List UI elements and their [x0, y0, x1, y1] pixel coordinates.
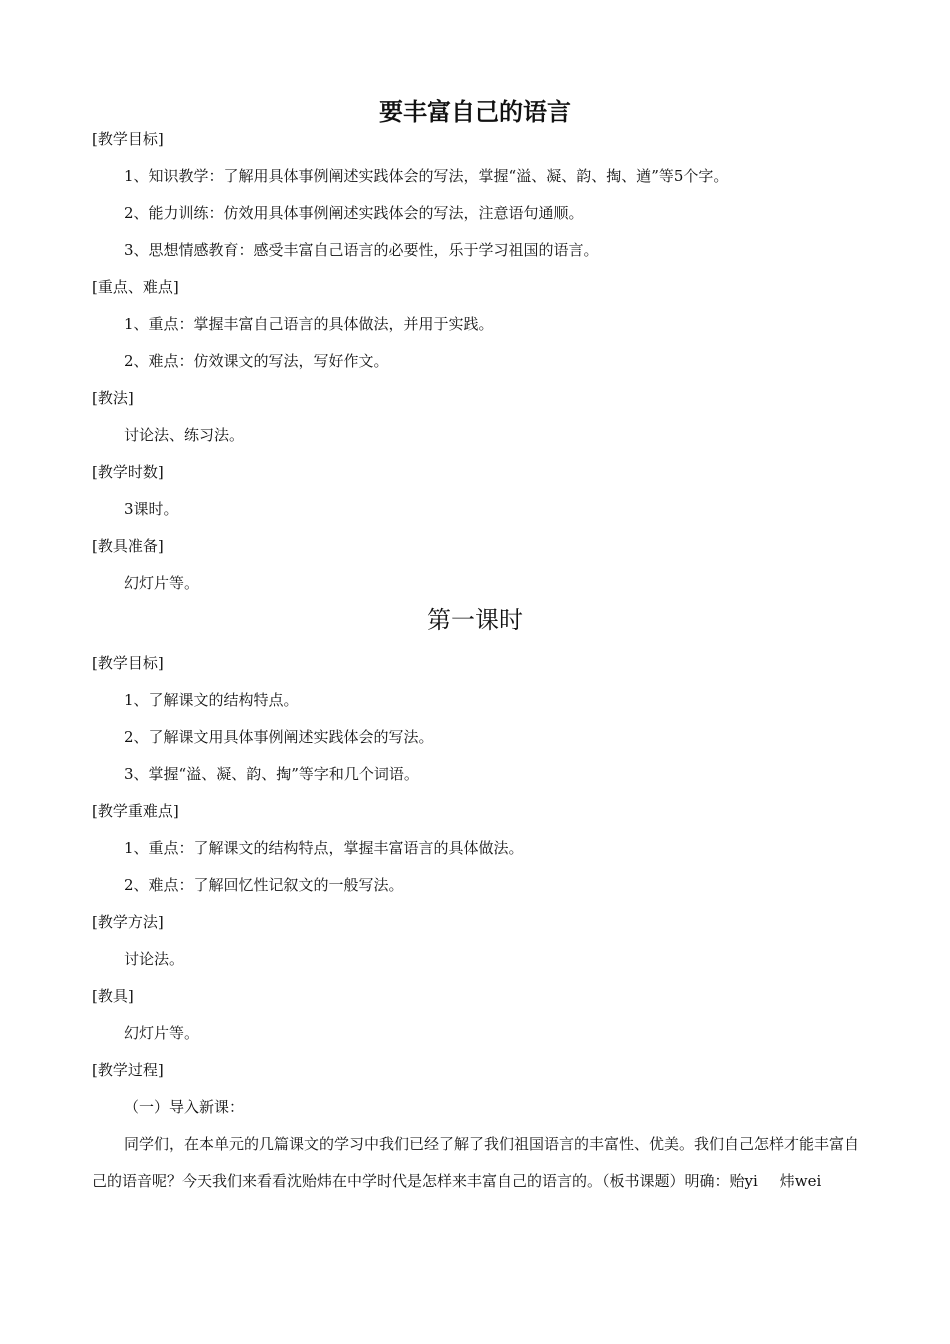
lesson-goal-item: 3、掌握“溢、凝、韵、掏”等字和几个词语。	[124, 765, 419, 783]
lesson-method-text: 讨论法。	[124, 950, 185, 968]
goal-item: 1、知识教学：了解用具体事例阐述实践体会的写法，掌握“溢、凝、韵、掏、遒”等5个字。	[124, 167, 729, 185]
lesson-tools-text: 幻灯片等。	[124, 1024, 200, 1042]
process-step-heading: （一）导入新课：	[124, 1098, 245, 1116]
section-heading-method: [教法]	[92, 389, 134, 407]
key-item: 2、难点：仿效课文的写法，写好作文。	[124, 352, 389, 370]
lesson-heading-process: [教学过程]	[92, 1061, 164, 1079]
hours-text: 3课时。	[124, 500, 179, 518]
goal-item: 2、能力训练：仿效用具体事例阐述实践体会的写法，注意语句通顺。	[124, 204, 584, 222]
lesson-title: 第一课时	[427, 606, 523, 634]
lesson-key-item: 1、重点：了解课文的结构特点，掌握丰富语言的具体做法。	[124, 839, 524, 857]
lesson-heading-goals: [教学目标]	[92, 654, 164, 672]
document-title: 要丰富自己的语言	[379, 97, 571, 126]
section-heading-hours: [教学时数]	[92, 463, 164, 481]
lesson-key-item: 2、难点：了解回忆性记叙文的一般写法。	[124, 876, 404, 894]
lesson-heading-method: [教学方法]	[92, 913, 164, 931]
intro-paragraph-text: 同学们，在本单元的几篇课文的学习中我们已经了解了我们祖国语言的丰富性、优美。我们自己怎样才能丰富自己的语音呢？今天我们来看看沈贻炜在中学时代是怎样来丰富自己的语言的。（板书课题）明确：贻yi	[92, 1135, 860, 1190]
lesson-heading-keys: [教学重难点]	[92, 802, 179, 820]
section-heading-tools: [教具准备]	[92, 537, 164, 555]
section-heading-keys: [重点、难点]	[92, 278, 179, 296]
intro-paragraph	[92, 1126, 862, 1200]
goal-item: 3、思想情感教育：感受丰富自己语言的必要性，乐于学习祖国的语言。	[124, 241, 599, 259]
lesson-goal-item: 2、了解课文用具体事例阐述实践体会的写法。	[124, 728, 434, 746]
lesson-goal-item: 1、了解课文的结构特点。	[124, 691, 299, 709]
section-heading-goals: [教学目标]	[92, 130, 164, 148]
pinyin-note: 炜wei	[779, 1172, 822, 1190]
key-item: 1、重点：掌握丰富自己语言的具体做法，并用于实践。	[124, 315, 494, 333]
lesson-heading-tools: [教具]	[92, 987, 134, 1005]
tools-text: 幻灯片等。	[124, 574, 200, 592]
method-text: 讨论法、练习法。	[124, 426, 245, 444]
